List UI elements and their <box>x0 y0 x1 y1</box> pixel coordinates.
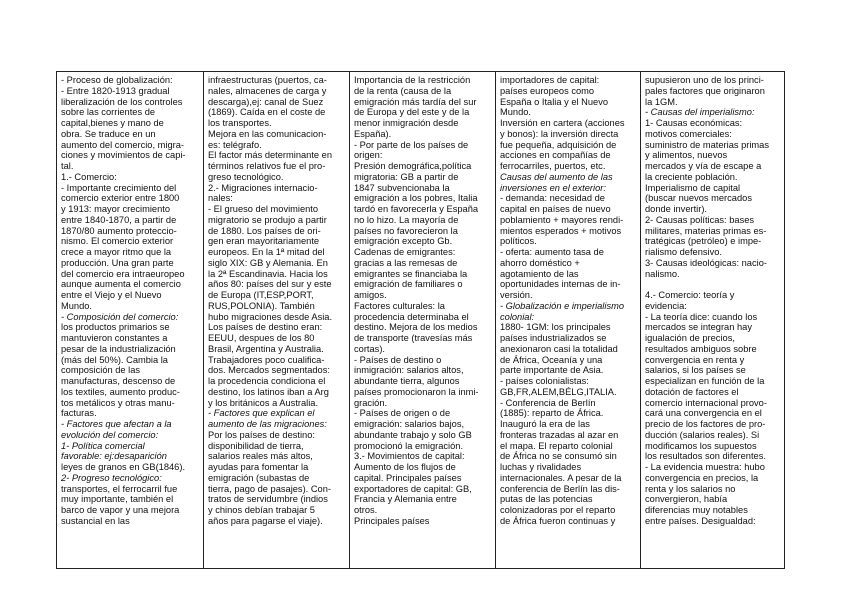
text-line: descarga),ej: canal de Suez <box>208 96 324 107</box>
text-line: gración. <box>354 397 388 408</box>
text-line: salarios, si los países se <box>645 365 746 376</box>
text-line: Inversión en cartera (acciones <box>500 118 625 128</box>
text-line: es: telégrafo. <box>208 139 262 150</box>
text-line: Trabajadores poco cualifica- <box>208 354 325 365</box>
text-line: hubo migraciones desde Asia. <box>208 311 333 322</box>
text-line: - Países de destino o <box>354 354 442 365</box>
text-line: sobre las corrientes de <box>61 107 156 118</box>
text-line: inmigración: salarios altos, <box>354 365 464 376</box>
text-line: 1847 subvencionaba la <box>354 182 450 193</box>
text-line: amigos. <box>354 290 387 300</box>
text-line: comercio internacional provo- <box>645 397 767 408</box>
text-line: España o Italia y el Nuevo <box>500 96 609 107</box>
text-line: ahorro doméstico + <box>500 257 580 268</box>
text-line: promocionó la emigración. <box>354 440 464 451</box>
text-line: EEUU, despues de los 80 <box>208 333 315 343</box>
text-line: fue pequeña, adquisición de <box>500 139 617 150</box>
text-line: Importancia de la restricción <box>354 75 471 85</box>
text-line: liberalización de los controles <box>61 96 183 107</box>
text-line: migratorio se produjo a partir <box>208 214 327 225</box>
text-line: abundante trabajo y solo GB <box>354 429 472 440</box>
text-line: (1885): reparto de África. <box>500 408 604 419</box>
text-line: - La teoría dice: cuando los <box>645 311 758 322</box>
text-line: - Factores que afectan a la <box>61 419 172 429</box>
text-line: 1- Causas económicas: <box>645 118 743 128</box>
text-line: ayudas para fomentar la <box>208 462 309 472</box>
text-line: europeos. En la 1ª mitad del <box>208 247 325 257</box>
notes-column-3 <box>350 72 496 568</box>
text-line: capital en países de nuevo <box>500 204 611 214</box>
notes-table <box>56 71 785 569</box>
text-line: mantuvieron constantes a <box>61 333 168 343</box>
text-line: siglo XIX: GB y Alemania. En <box>208 257 328 268</box>
text-line: de 1880. Los países de ori- <box>208 225 321 236</box>
text-line: los productos primarios se <box>61 322 170 333</box>
text-line: nalismo. <box>645 268 680 279</box>
text-line: - países colonialistas: <box>500 376 589 386</box>
text-line: los textiles, aumento produc- <box>61 386 180 397</box>
text-line: tos metálicos y otras manu- <box>61 397 175 408</box>
text-line: procedencia determinaba el <box>354 311 469 322</box>
text-line: - Proceso de globalización: <box>61 75 173 85</box>
text-line: mercados y vía de escape a <box>645 161 762 171</box>
text-line: - El grueso del movimiento <box>208 204 319 214</box>
text-line: y alimentos, nuevos <box>645 150 728 161</box>
text-line <box>645 279 781 290</box>
text-line: la 2ª Escandinavia. Hacia los <box>208 268 328 279</box>
text-line: - Globalización e imperialismo <box>500 300 625 311</box>
text-line: fronteras trazadas al azar en <box>500 429 619 440</box>
text-line: no lo hizo. La mayoría de <box>354 214 459 225</box>
text-line: de África no se consumó sin <box>500 451 617 462</box>
text-line: países no favorecieron la <box>354 225 458 236</box>
text-line: entre países. Desigualdad: <box>645 515 756 526</box>
text-line: infraestructuras (puertos, ca- <box>208 75 327 85</box>
text-line: - Entre 1820-1913 gradual <box>61 85 170 96</box>
text-line: emigración más tardía del sur <box>354 96 477 107</box>
text-line: putas de las potencias <box>500 494 593 505</box>
text-line: crece a mayor ritmo que la <box>61 247 172 257</box>
text-line: (1869). Caída en el coste de <box>208 107 326 118</box>
text-line: oportunidades internas de in- <box>500 279 621 290</box>
text-line: Los países de destino eran: <box>208 322 323 333</box>
text-line: España). <box>354 128 392 139</box>
text-line: - Países de origen o de <box>354 408 451 419</box>
text-line: y bonos): la inversión directa <box>500 128 619 139</box>
text-line: la procedencia condiciona el <box>208 376 326 386</box>
text-line: greso tecnológico. <box>208 171 284 182</box>
text-line: rialismo defensivo. <box>645 247 722 257</box>
text-line: aumento de las migraciones: <box>208 419 327 429</box>
text-line: - Causas del imperialismo: <box>645 107 755 118</box>
text-line: ciones y movimientos de capi- <box>61 150 186 161</box>
text-line: dos. Mercados segmentados: <box>208 365 330 376</box>
text-line: emigración excepto Gb. <box>354 236 453 247</box>
text-line: precio de los factores de pro- <box>645 419 766 429</box>
text-line: Presión demográfica,política <box>354 161 472 171</box>
text-line: dotación de factores el <box>645 386 739 397</box>
text-line: migratoria: GB a partir de <box>354 171 459 182</box>
text-line: tal. <box>61 161 74 171</box>
text-line: capital. Principales países <box>354 472 462 483</box>
text-line: tratos de servidumbre (indios <box>208 494 328 505</box>
text-line: Brasil, Argentina y Australia. <box>208 343 324 354</box>
text-line: países promocionaron la inmi- <box>354 386 479 397</box>
text-line: leyes de granos en GB(1846). <box>61 462 186 472</box>
text-line: ferrocarriles, puertos, etc. <box>500 161 606 171</box>
text-line: - demanda: necesidad de <box>500 193 605 204</box>
text-line: 2- Progreso tecnológico: <box>61 472 162 483</box>
text-line: menor inmigración desde <box>354 118 459 128</box>
text-line: RUS,POLONIA). También <box>208 300 315 311</box>
text-line: barco de vapor y una mejora <box>61 505 180 515</box>
text-line: emigración de familiares o <box>354 279 463 290</box>
text-line: emigración a los pobres, Italia <box>354 193 478 204</box>
text-line: los transportes. <box>208 118 272 128</box>
text-line: motivos comerciales: <box>645 128 732 139</box>
text-line: colonizadoras por el reparto <box>500 505 616 515</box>
text-line: emigrantes se financiaba la <box>354 268 468 279</box>
text-line: 1870/80 aumento proteccio- <box>61 225 177 236</box>
text-line: composición de las <box>61 365 141 376</box>
text-line: 1- Política comercial <box>61 440 145 451</box>
text-line: Cadenas de emigrantes: <box>354 247 456 257</box>
text-line: de África, Oceanía y una <box>500 354 603 365</box>
text-line: tardó en favorecerla y España <box>354 204 479 214</box>
text-line: diferencias muy notables <box>645 505 748 515</box>
text-line: El factor más determinante en <box>208 150 333 161</box>
text-line: Aumento de los flujos de <box>354 462 456 472</box>
text-line: anexionaron casi la totalidad <box>500 343 618 354</box>
text-line: 4.- Comercio: teoría y <box>645 290 735 300</box>
text-line: - Factores que explican el <box>208 408 315 419</box>
text-line: destino. Mejora de los medios <box>354 322 478 333</box>
text-line: aunque aumenta el comercio <box>61 279 181 290</box>
notes-column-5 <box>641 72 784 568</box>
text-line: nales, almacenes de carga y <box>208 85 327 96</box>
text-line: luchas y rivalidades <box>500 462 582 472</box>
text-line: (buscar nuevos mercados <box>645 193 752 204</box>
text-line: supusieron uno de los princi- <box>645 75 764 85</box>
text-line: países industrializados se <box>500 333 607 343</box>
text-line: convergieron, había <box>645 494 728 505</box>
text-line: años para pagarse el viaje). <box>208 515 323 526</box>
text-line: convergencia en renta y <box>645 354 745 365</box>
text-line: 3.- Movimientos de capital: <box>354 451 465 462</box>
text-line: gen eran mayoritariamente <box>208 236 320 247</box>
text-line: de transporte (travesías más <box>354 333 473 343</box>
text-line: tierra, pago de pasajes). Con- <box>208 483 331 494</box>
text-line: poblamiento + mayores rendi- <box>500 214 624 225</box>
text-line: versión. <box>500 290 533 300</box>
text-line: origen: <box>354 150 383 161</box>
text-line: los resultados son diferentes. <box>645 451 766 462</box>
text-line: abundante tierra, algunos <box>354 376 460 386</box>
text-line: destino, los latinos iban a Arg <box>208 386 329 397</box>
text-line: de Europa (IT,ESP,PORT, <box>208 290 314 300</box>
text-line: especializan en función de la <box>645 376 765 386</box>
text-line: GB,FR,ALEM,BÉLG,ITALIA. <box>500 386 617 397</box>
text-line: igualación de precios, <box>645 333 735 343</box>
text-line: capital,bienes y mano de <box>61 118 164 128</box>
text-line: países europeos como <box>500 85 595 96</box>
text-line: Mejora en las comunicacion- <box>208 128 327 139</box>
notes-column-1 <box>57 72 204 568</box>
text-line: favorable: ej:desaparición <box>61 451 167 462</box>
text-line: - Composición del comercio: <box>61 311 179 322</box>
notes-column-4 <box>496 72 641 568</box>
text-line: - Por parte de los países de <box>354 139 469 150</box>
text-line: evolución del comercio: <box>61 429 159 440</box>
text-line: parte importante de Asia. <box>500 365 604 376</box>
text-line: entre el Viejo y el Nuevo <box>61 290 162 300</box>
text-line: y chinos debían trabajar 5 <box>208 505 315 515</box>
text-line: Imperialismo de capital <box>645 182 741 193</box>
text-line: comercio exterior entre 1800 <box>61 193 180 204</box>
text-line: - Importante crecimiento del <box>61 182 177 193</box>
text-line: otros. <box>354 505 378 515</box>
text-line: Mundo. <box>500 107 532 118</box>
text-line: de la renta (causa de la <box>354 85 452 96</box>
text-line: conferencia de Berlín las dis- <box>500 483 620 494</box>
text-line: cará una convergencia en el <box>645 408 762 419</box>
text-line: de Europa y del este y de la <box>354 107 470 118</box>
text-line: 2.- Migraciones internacio- <box>208 182 318 193</box>
text-line: la creciente población. <box>645 171 738 182</box>
text-line: emigración (subastas de <box>208 472 310 483</box>
text-line: y 1913: mayor crecimiento <box>61 204 171 214</box>
text-line: 2- Causas políticas: bases <box>645 214 755 225</box>
text-line: importadores de capital: <box>500 75 600 85</box>
text-line: salarios reales más altos, <box>208 451 313 462</box>
text-line: acciones en compañías de <box>500 150 611 161</box>
text-line: - Conferencia de Berlín <box>500 397 596 408</box>
text-line: y los británicos a Australia. <box>208 397 319 408</box>
text-line: nales: <box>208 193 233 204</box>
text-line: de África fueron continuas y <box>500 515 616 526</box>
text-line: Causas del aumento de las <box>500 171 613 182</box>
text-line: cortas). <box>354 343 385 354</box>
notes-column-2 <box>204 72 350 568</box>
text-line: entre 1840-1870, a partir de <box>61 214 177 225</box>
text-line: internacionales. A pesar de la <box>500 472 622 483</box>
text-line: 1.- Comercio: <box>61 171 117 182</box>
text-line: Francia y Alemania entre <box>354 494 457 505</box>
text-line: suministro de materias primas <box>645 139 769 150</box>
text-line: el mapa. El reparto colonial <box>500 440 613 451</box>
text-line: ducción (salarios reales). Si <box>645 429 760 440</box>
text-line: disponibilidad de tierra, <box>208 440 304 451</box>
text-line: Inauguró la era de las <box>500 419 590 429</box>
text-line: pales factores que originaron <box>645 85 765 96</box>
text-line: 1880- 1GM: los principales <box>500 322 611 333</box>
text-line: facturas. <box>61 408 97 419</box>
text-line: donde invertir). <box>645 204 708 214</box>
text-line: tratégicas (petróleo) e impe- <box>645 236 762 247</box>
text-line: políticos. <box>500 236 537 247</box>
text-line: Principales países <box>354 515 430 526</box>
text-line: transportes, el ferrocarril fue <box>61 483 178 494</box>
text-line: nismo. El comercio exterior <box>61 236 174 247</box>
text-line: colonial: <box>500 311 535 322</box>
text-line: Mundo. <box>61 300 93 311</box>
text-line: agotamiento de las <box>500 268 579 279</box>
text-line: modificamos los supuestos <box>645 440 757 451</box>
text-line: - La evidencia muestra: hubo <box>645 462 765 472</box>
text-line: resultados ambiguos sobre <box>645 343 757 354</box>
text-line: manufacturas, descenso de <box>61 376 176 386</box>
text-line: militares, materias primas es- <box>645 225 767 236</box>
text-line: renta y los salarios no <box>645 483 736 494</box>
text-line: gracias a las remesas de <box>354 257 458 268</box>
text-line: exportadores de capital: GB, <box>354 483 472 494</box>
text-line: Por los países de destino: <box>208 429 315 440</box>
text-line: pesar de la industrialización <box>61 343 176 354</box>
text-line: del comercio era intraeuropeo <box>61 268 185 279</box>
text-line: 3- Causas ideológicas: nacio- <box>645 257 767 268</box>
text-line: - oferta: aumento tasa de <box>500 247 604 257</box>
text-line: Factores culturales: la <box>354 300 445 311</box>
text-line: (más del 50%). Cambia la <box>61 354 168 365</box>
text-line: obra. Se traduce en un <box>61 128 156 139</box>
text-line: aumento del comercio, migra- <box>61 139 184 150</box>
text-line: inversiones en el exterior: <box>500 182 606 193</box>
text-line: evidencia: <box>645 300 687 311</box>
text-line: emigración: salarios bajos, <box>354 419 465 429</box>
text-line: mercados se integran hay <box>645 322 752 333</box>
text-line: producción. Una gran parte <box>61 257 174 268</box>
text-line: muy importante, también el <box>61 494 174 505</box>
text-line: la 1GM. <box>645 96 678 107</box>
text-line: mientos esperados + motivos <box>500 225 622 236</box>
text-line: términos relativos fue el pro- <box>208 161 326 171</box>
text-line: años 80: países del sur y este <box>208 279 332 290</box>
text-line: sustancial en las <box>61 515 130 526</box>
text-line: convergencia en precios, la <box>645 472 759 483</box>
